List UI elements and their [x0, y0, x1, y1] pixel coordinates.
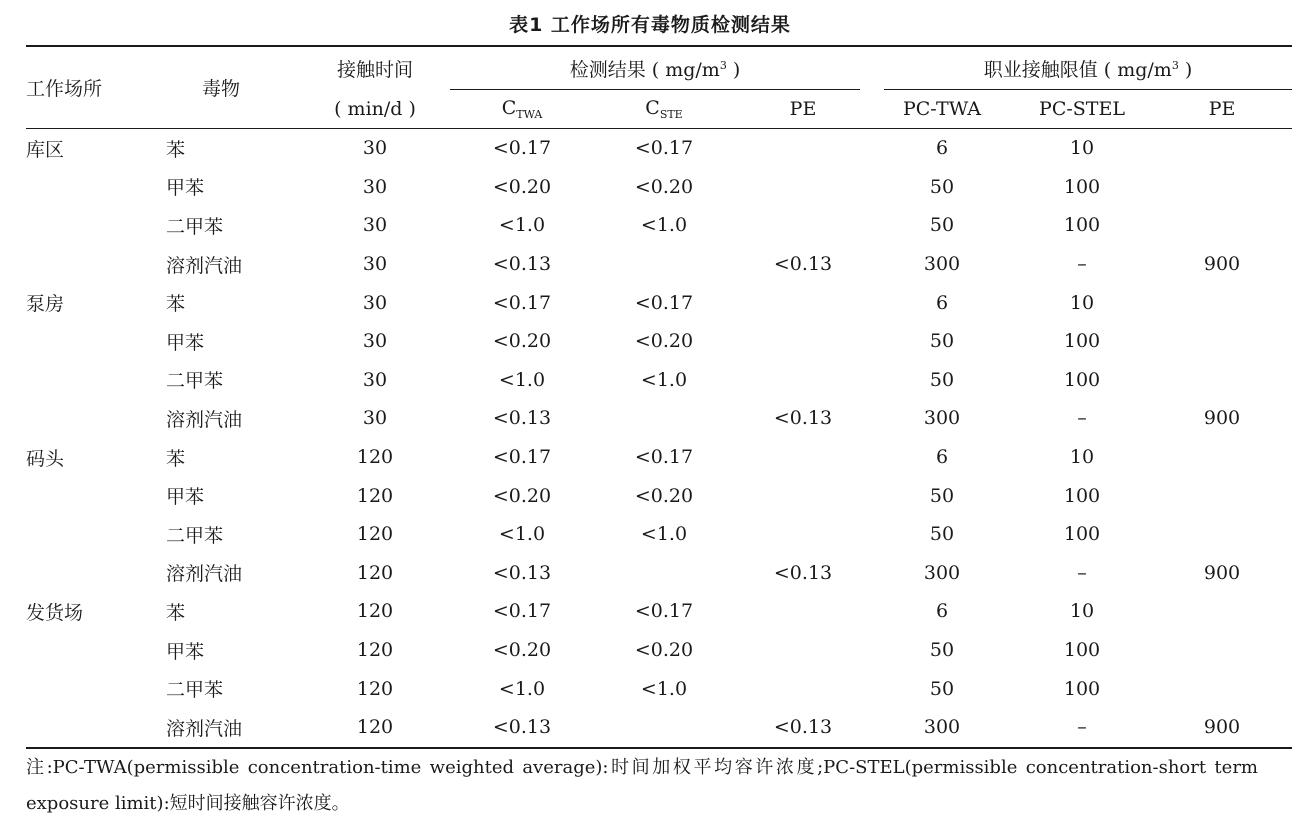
header-ctwa: [450, 90, 594, 129]
cell-workplace: [26, 669, 166, 708]
cell-pc-twa: 300: [923, 561, 961, 584]
cell-toxicant: 溶剂汽油: [166, 254, 243, 277]
cell-pc-stel: –: [1077, 253, 1087, 276]
cell-pc-twa: 50: [929, 175, 955, 198]
cell-pc-stel: 100: [1063, 639, 1101, 662]
cell-toxicant: 二甲苯: [166, 370, 224, 393]
cell-workplace: 泵房: [26, 293, 65, 316]
cell-pe: [734, 206, 872, 245]
cell-workplace: [26, 322, 166, 361]
cell-workplace: 库区: [26, 138, 65, 161]
cell-cste: [594, 554, 734, 593]
cell-workplace: 发货场: [26, 601, 84, 624]
header-pe-limit: PE: [1152, 90, 1292, 129]
cell-pe-limit: [1152, 283, 1292, 322]
cell-cste: <1.0: [640, 368, 688, 391]
cell-contact-time: 30: [362, 137, 388, 160]
table-row: [26, 592, 1292, 631]
cell-pc-twa: 50: [929, 214, 955, 237]
cell-pc-stel: 10: [1069, 446, 1095, 469]
table-row: [26, 669, 1292, 708]
cell-pe: [734, 476, 872, 515]
table-footnote: 注:PC-TWA(permissible concentration-time weighted average):时间加权平均容许浓度;PC-STEL(permissible concentration-short term exposure limit):短时间接触容许浓度。: [26, 757, 1258, 814]
cell-pe-limit: [1152, 168, 1292, 207]
table-row: [26, 361, 1292, 400]
cell-pe-limit: [1152, 669, 1292, 708]
cell-ctwa: <1.0: [498, 368, 546, 391]
cell-workplace: [26, 168, 166, 207]
cell-pe: [734, 592, 872, 631]
table-row: [26, 168, 1292, 207]
header-cste-main: C: [645, 97, 660, 119]
cell-cste: <0.20: [634, 175, 694, 198]
header-pc-twa: PC-TWA: [872, 90, 1012, 129]
cell-contact-time: 120: [356, 600, 394, 623]
cell-pc-twa: 50: [929, 484, 955, 507]
header-result-group-sup: 3: [719, 59, 727, 72]
header-result-group-label: 检测结果 ( mg/m: [569, 59, 720, 81]
cell-cste: <0.20: [634, 484, 694, 507]
table-row: [26, 438, 1292, 477]
cell-pe: [734, 168, 872, 207]
cell-toxicant: 甲苯: [166, 177, 205, 200]
cell-pc-twa: 50: [929, 677, 955, 700]
cell-toxicant: 溶剂汽油: [166, 708, 300, 748]
header-limit-group-end: ): [1178, 59, 1193, 81]
cell-workplace: [26, 554, 166, 593]
cell-ctwa: <0.13: [492, 561, 552, 584]
cell-pc-stel: 10: [1069, 291, 1095, 314]
cell-pe-limit: 900: [1203, 561, 1241, 584]
header-workplace: 工作场所: [26, 46, 166, 129]
cell-cste: <0.17: [634, 446, 694, 469]
cell-toxicant: 甲苯: [166, 331, 205, 354]
cell-workplace: [26, 515, 166, 554]
cell-contact-time: 120: [356, 561, 394, 584]
table-title: 表1 工作场所有毒物质检测结果: [509, 14, 791, 36]
cell-cste: [594, 708, 734, 748]
header-toxicant: 毒物: [166, 46, 300, 129]
header-contact-time-unit: ( min/d ): [300, 90, 450, 129]
cell-pe-limit: [1152, 206, 1292, 245]
cell-pe-limit: [1152, 361, 1292, 400]
cell-ctwa: <1.0: [498, 677, 546, 700]
cell-ctwa: <0.13: [492, 253, 552, 276]
cell-ctwa: <0.20: [492, 484, 552, 507]
cell-ctwa: <0.17: [492, 446, 552, 469]
cell-workplace: [26, 245, 166, 284]
header-cste: [594, 90, 734, 129]
table-row: [26, 399, 1292, 438]
cell-pe-limit: [1152, 515, 1292, 554]
table-row: [26, 245, 1292, 284]
cell-toxicant: 甲苯: [166, 640, 205, 663]
cell-pc-twa: 300: [923, 253, 961, 276]
cell-cste: <0.17: [634, 600, 694, 623]
cell-pe: [734, 669, 872, 708]
cell-contact-time: 30: [362, 368, 388, 391]
cell-workplace: [26, 708, 166, 748]
cell-contact-time: 120: [300, 708, 450, 748]
cell-pe: [734, 283, 872, 322]
cell-contact-time: 120: [356, 677, 394, 700]
cell-workplace: 码头: [26, 447, 65, 470]
cell-cste: <0.20: [634, 639, 694, 662]
cell-pc-twa: 300: [923, 407, 961, 430]
cell-pe: <0.13: [773, 407, 833, 430]
cell-ctwa: <0.17: [492, 600, 552, 623]
table-row: [26, 206, 1292, 245]
cell-pe: [734, 438, 872, 477]
table-row: [26, 476, 1292, 515]
cell-contact-time: 30: [362, 330, 388, 353]
cell-workplace: [26, 399, 166, 438]
cell-pe: <0.13: [773, 561, 833, 584]
cell-ctwa: <1.0: [498, 523, 546, 546]
header-pc-stel: PC-STEL: [1012, 90, 1152, 129]
cell-pc-twa: 6: [935, 291, 949, 314]
cell-pe: [734, 515, 872, 554]
cell-pe-limit: 900: [1152, 708, 1292, 748]
header-result-group: [450, 46, 872, 90]
cell-pe-limit: 900: [1203, 407, 1241, 430]
cell-pc-twa: 300: [872, 708, 1012, 748]
header-limit-group: [872, 46, 1292, 90]
cell-ctwa: <0.17: [492, 291, 552, 314]
header-ctwa-main: C: [501, 97, 517, 119]
cell-pc-twa: 50: [929, 639, 955, 662]
cell-pc-stel: 100: [1063, 484, 1101, 507]
cell-ctwa: <0.20: [492, 330, 552, 353]
cell-cste: <0.20: [634, 330, 694, 353]
cell-contact-time: 30: [362, 291, 388, 314]
cell-toxicant: 甲苯: [166, 486, 205, 509]
cell-pe: [734, 129, 872, 168]
cell-pe-limit: [1152, 631, 1292, 670]
cell-pc-stel: 100: [1063, 214, 1101, 237]
cell-toxicant: 二甲苯: [166, 679, 224, 702]
table-row: [26, 554, 1292, 593]
cell-pe-limit: [1152, 322, 1292, 361]
cell-pe-limit: [1152, 129, 1292, 168]
cell-workplace: [26, 206, 166, 245]
header-result-group-end: ): [726, 59, 741, 81]
cell-pe-limit: 900: [1203, 253, 1241, 276]
cell-contact-time: 30: [362, 175, 388, 198]
cell-contact-time: 30: [362, 407, 388, 430]
cell-toxicant: 溶剂汽油: [166, 563, 243, 586]
cell-pc-stel: 100: [1063, 368, 1101, 391]
cell-cste: [594, 245, 734, 284]
cell-cste: <0.17: [634, 291, 694, 314]
table-row: [26, 283, 1292, 322]
cell-contact-time: 120: [356, 446, 394, 469]
cell-pc-twa: 6: [935, 137, 949, 160]
cell-pc-stel: 100: [1063, 330, 1101, 353]
cell-toxicant: 苯: [166, 447, 186, 470]
cell-pc-stel: –: [1077, 407, 1087, 430]
cell-ctwa: <0.13: [492, 407, 552, 430]
cell-pe: [734, 631, 872, 670]
cell-contact-time: 30: [362, 214, 388, 237]
header-limit-group-sup: 3: [1171, 59, 1179, 72]
cell-toxicant: 苯: [166, 293, 186, 316]
cell-toxicant: 溶剂汽油: [166, 408, 243, 431]
cell-pc-stel: 100: [1063, 523, 1101, 546]
cell-contact-time: 120: [356, 484, 394, 507]
cell-pe-limit: [1152, 438, 1292, 477]
detection-results-table: [26, 45, 1292, 749]
cell-ctwa: <0.20: [492, 639, 552, 662]
cell-pe-limit: [1152, 592, 1292, 631]
table-row: [26, 322, 1292, 361]
cell-pe-limit: [1152, 476, 1292, 515]
cell-toxicant: 苯: [166, 138, 186, 161]
cell-pc-stel: 100: [1063, 677, 1101, 700]
cell-contact-time: 120: [356, 523, 394, 546]
header-row-1: [26, 46, 1292, 90]
cell-pc-stel: –: [1077, 561, 1087, 584]
cell-pc-stel: 10: [1069, 600, 1095, 623]
cell-pc-twa: 50: [929, 368, 955, 391]
table-row: [26, 708, 1292, 748]
table-row: [26, 631, 1292, 670]
cell-toxicant: 苯: [166, 601, 186, 624]
cell-pc-twa: 6: [935, 600, 949, 623]
cell-pc-stel: 10: [1069, 137, 1095, 160]
cell-cste: <1.0: [640, 523, 688, 546]
cell-cste: <0.17: [634, 137, 694, 160]
cell-cste: <1.0: [640, 677, 688, 700]
cell-pc-stel: 100: [1063, 175, 1101, 198]
cell-pc-twa: 50: [929, 330, 955, 353]
cell-ctwa: <1.0: [498, 214, 546, 237]
table-row: [26, 515, 1292, 554]
cell-workplace: [26, 476, 166, 515]
header-contact-time: 接触时间: [300, 46, 450, 90]
header-limit-group-label: 职业接触限值 ( mg/m: [983, 59, 1172, 81]
cell-cste: <1.0: [640, 214, 688, 237]
cell-ctwa: <0.13: [450, 708, 594, 748]
cell-pe: [734, 361, 872, 400]
cell-cste: [594, 399, 734, 438]
cell-pc-twa: 6: [935, 446, 949, 469]
table-body: [26, 129, 1292, 748]
cell-contact-time: 120: [356, 639, 394, 662]
cell-workplace: [26, 631, 166, 670]
header-ctwa-sub: TWA: [516, 108, 543, 121]
cell-toxicant: 二甲苯: [166, 524, 224, 547]
cell-pc-twa: 50: [929, 523, 955, 546]
cell-contact-time: 30: [362, 253, 388, 276]
cell-pc-stel: –: [1012, 708, 1152, 748]
header-pe: PE: [734, 90, 872, 129]
header-cste-sub: STE: [659, 108, 683, 121]
cell-ctwa: <0.17: [492, 137, 552, 160]
cell-pe: [734, 322, 872, 361]
cell-ctwa: <0.20: [492, 175, 552, 198]
table-row: [26, 129, 1292, 168]
cell-toxicant: 二甲苯: [166, 215, 224, 238]
cell-workplace: [26, 361, 166, 400]
cell-pe: <0.13: [773, 253, 833, 276]
cell-pe: <0.13: [734, 708, 872, 748]
